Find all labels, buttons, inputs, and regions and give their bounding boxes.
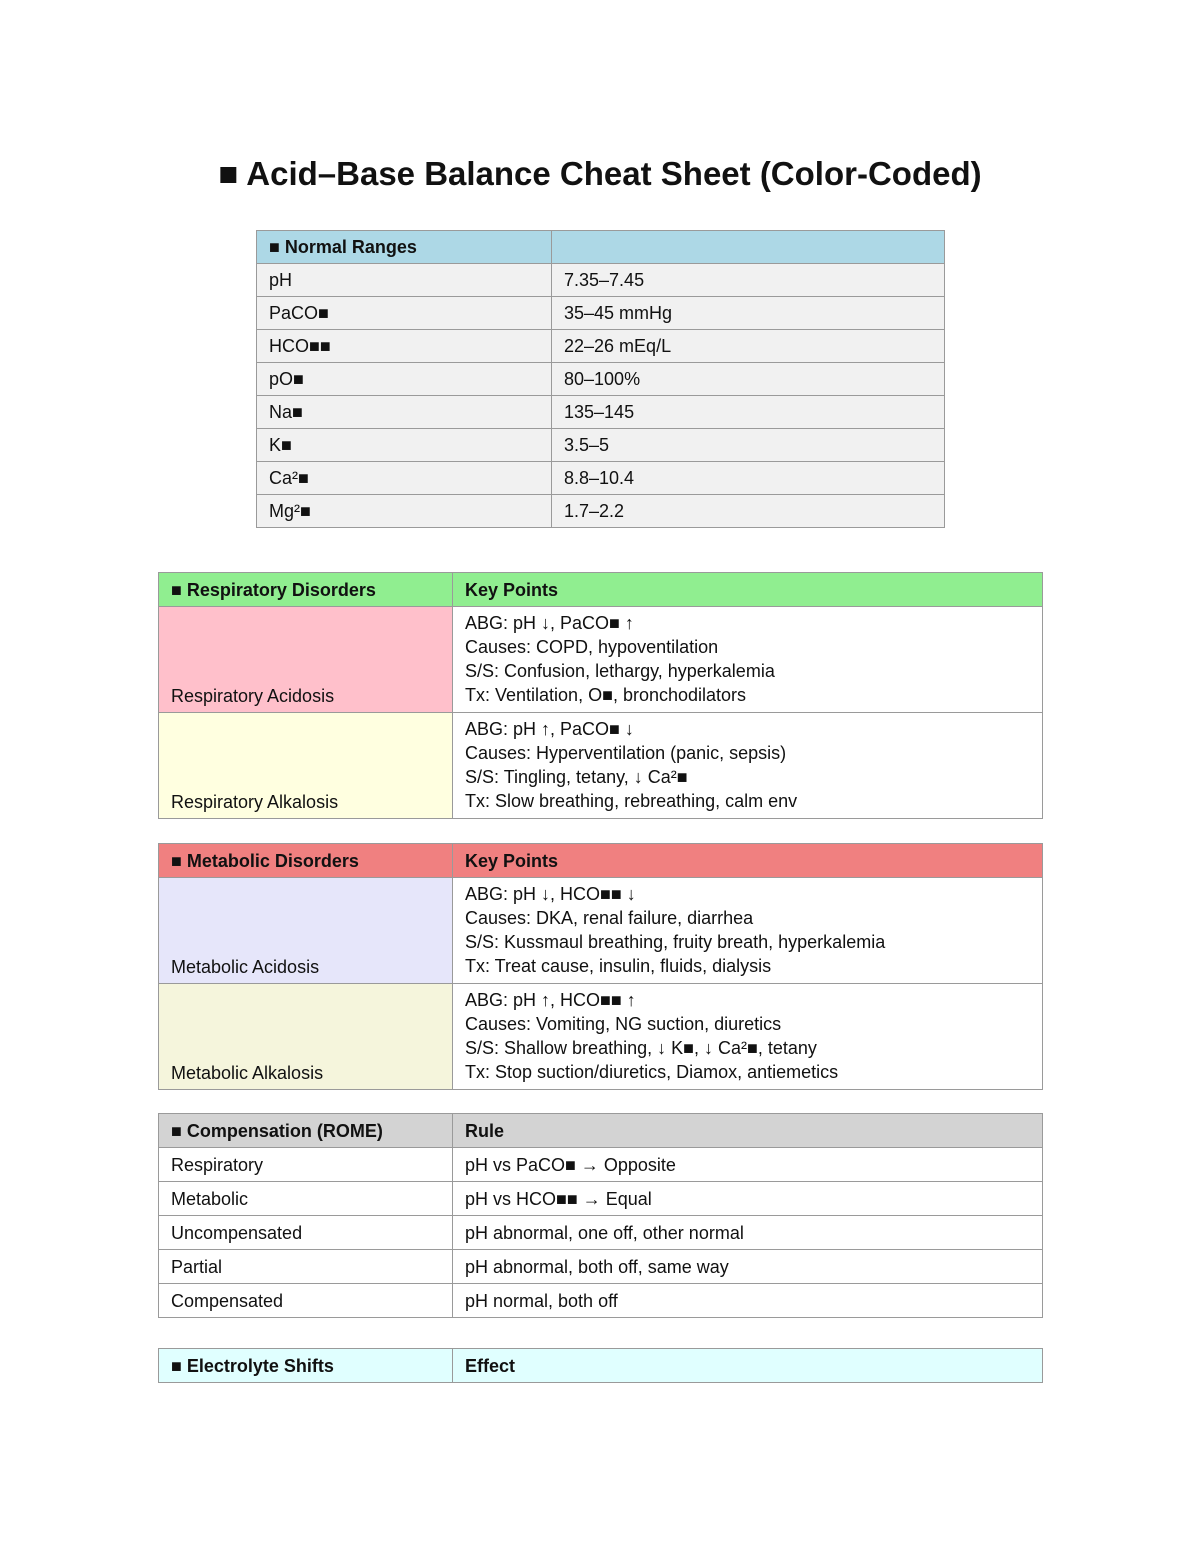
table-row (159, 1148, 1043, 1182)
table-row (159, 1182, 1043, 1216)
compensation-type: Respiratory (159, 1148, 453, 1182)
header-cell: Effect (453, 1349, 1043, 1383)
lab-name: HCO■■ (257, 330, 552, 363)
header-cell: ■ Electrolyte Shifts (159, 1349, 453, 1383)
compensation-rule: pH vs PaCO■ → Opposite (453, 1148, 1043, 1182)
header-cell: Key Points (453, 844, 1043, 878)
metabolic-disorders-table (158, 843, 1043, 1090)
table-row (257, 495, 945, 528)
key-points (453, 607, 1043, 713)
disorder-name: Metabolic Acidosis (159, 878, 453, 984)
lab-value: 80–100% (552, 363, 945, 396)
point-signs: S/S: Confusion, lethargy, hyperkalemia (465, 661, 775, 681)
table-row (257, 330, 945, 363)
key-points (453, 713, 1043, 819)
table-row (257, 363, 945, 396)
lab-value: 8.8–10.4 (552, 462, 945, 495)
lab-name: Na■ (257, 396, 552, 429)
point-signs: S/S: Shallow breathing, ↓ K■, ↓ Ca²■, tetany (465, 1038, 817, 1058)
header-cell: Key Points (453, 573, 1043, 607)
header-cell: ■ Metabolic Disorders (159, 844, 453, 878)
point-causes: Causes: Hyperventilation (panic, sepsis) (465, 743, 787, 763)
table-row (159, 1284, 1043, 1318)
table-row (159, 984, 1043, 1090)
compensation-rule: pH normal, both off (453, 1284, 1043, 1318)
table-row (257, 429, 945, 462)
lab-name: K■ (257, 429, 552, 462)
table-header-row (159, 1349, 1043, 1383)
respiratory-disorders-table (158, 572, 1043, 819)
table-row (159, 1250, 1043, 1284)
header-cell: Rule (453, 1114, 1043, 1148)
lab-name: Mg²■ (257, 495, 552, 528)
header-cell: ■ Respiratory Disorders (159, 573, 453, 607)
compensation-type: Compensated (159, 1284, 453, 1318)
table-header-row (159, 844, 1043, 878)
normal-ranges-table (256, 230, 945, 528)
lab-value: 7.35–7.45 (552, 264, 945, 297)
lab-value: 1.7–2.2 (552, 495, 945, 528)
key-points (453, 984, 1043, 1090)
lab-name: PaCO■ (257, 297, 552, 330)
table-row (159, 1216, 1043, 1250)
compensation-rule: pH abnormal, one off, other normal (453, 1216, 1043, 1250)
table-header-row (257, 231, 945, 264)
point-abg: ABG: pH ↓, HCO■■ ↓ (465, 884, 636, 904)
point-treatment: Tx: Stop suction/diuretics, Diamox, antiemetics (465, 1062, 839, 1082)
table-row (257, 396, 945, 429)
table-row (159, 713, 1043, 819)
page-title: ■ Acid–Base Balance Cheat Sheet (Color-Coded) (218, 155, 982, 192)
key-points (453, 878, 1043, 984)
lab-name: pO■ (257, 363, 552, 396)
compensation-type: Uncompensated (159, 1216, 453, 1250)
header-cell: ■ Normal Ranges (257, 231, 552, 264)
point-abg: ABG: pH ↑, HCO■■ ↑ (465, 990, 636, 1010)
lab-value: 22–26 mEq/L (552, 330, 945, 363)
lab-name: Ca²■ (257, 462, 552, 495)
disorder-name: Metabolic Alkalosis (159, 984, 453, 1090)
disorder-name: Respiratory Acidosis (159, 607, 453, 713)
point-treatment: Tx: Slow breathing, rebreathing, calm env (465, 791, 798, 811)
point-abg: ABG: pH ↓, PaCO■ ↑ (465, 613, 634, 633)
table-row (257, 264, 945, 297)
table-row (257, 297, 945, 330)
lab-value: 3.5–5 (552, 429, 945, 462)
lab-value: 35–45 mmHg (552, 297, 945, 330)
header-cell: ■ Compensation (ROME) (159, 1114, 453, 1148)
point-treatment: Tx: Ventilation, O■, bronchodilators (465, 685, 747, 705)
compensation-table (158, 1113, 1043, 1318)
lab-value: 135–145 (552, 396, 945, 429)
table-row (159, 878, 1043, 984)
header-cell (552, 231, 945, 264)
compensation-rule: pH abnormal, both off, same way (453, 1250, 1043, 1284)
compensation-type: Metabolic (159, 1182, 453, 1216)
point-causes: Causes: Vomiting, NG suction, diuretics (465, 1014, 782, 1034)
point-signs: S/S: Kussmaul breathing, fruity breath, hyperkalemia (465, 932, 886, 952)
compensation-rule: pH vs HCO■■ → Equal (453, 1182, 1043, 1216)
table-row (257, 462, 945, 495)
table-header-row (159, 1114, 1043, 1148)
point-causes: Causes: COPD, hypoventilation (465, 637, 719, 657)
point-causes: Causes: DKA, renal failure, diarrhea (465, 908, 754, 928)
electrolyte-shifts-table (158, 1348, 1043, 1383)
disorder-name: Respiratory Alkalosis (159, 713, 453, 819)
point-abg: ABG: pH ↑, PaCO■ ↓ (465, 719, 634, 739)
compensation-type: Partial (159, 1250, 453, 1284)
point-signs: S/S: Tingling, tetany, ↓ Ca²■ (465, 767, 688, 787)
table-header-row (159, 573, 1043, 607)
table-row (159, 607, 1043, 713)
point-treatment: Tx: Treat cause, insulin, fluids, dialysis (465, 956, 772, 976)
lab-name: pH (257, 264, 552, 297)
